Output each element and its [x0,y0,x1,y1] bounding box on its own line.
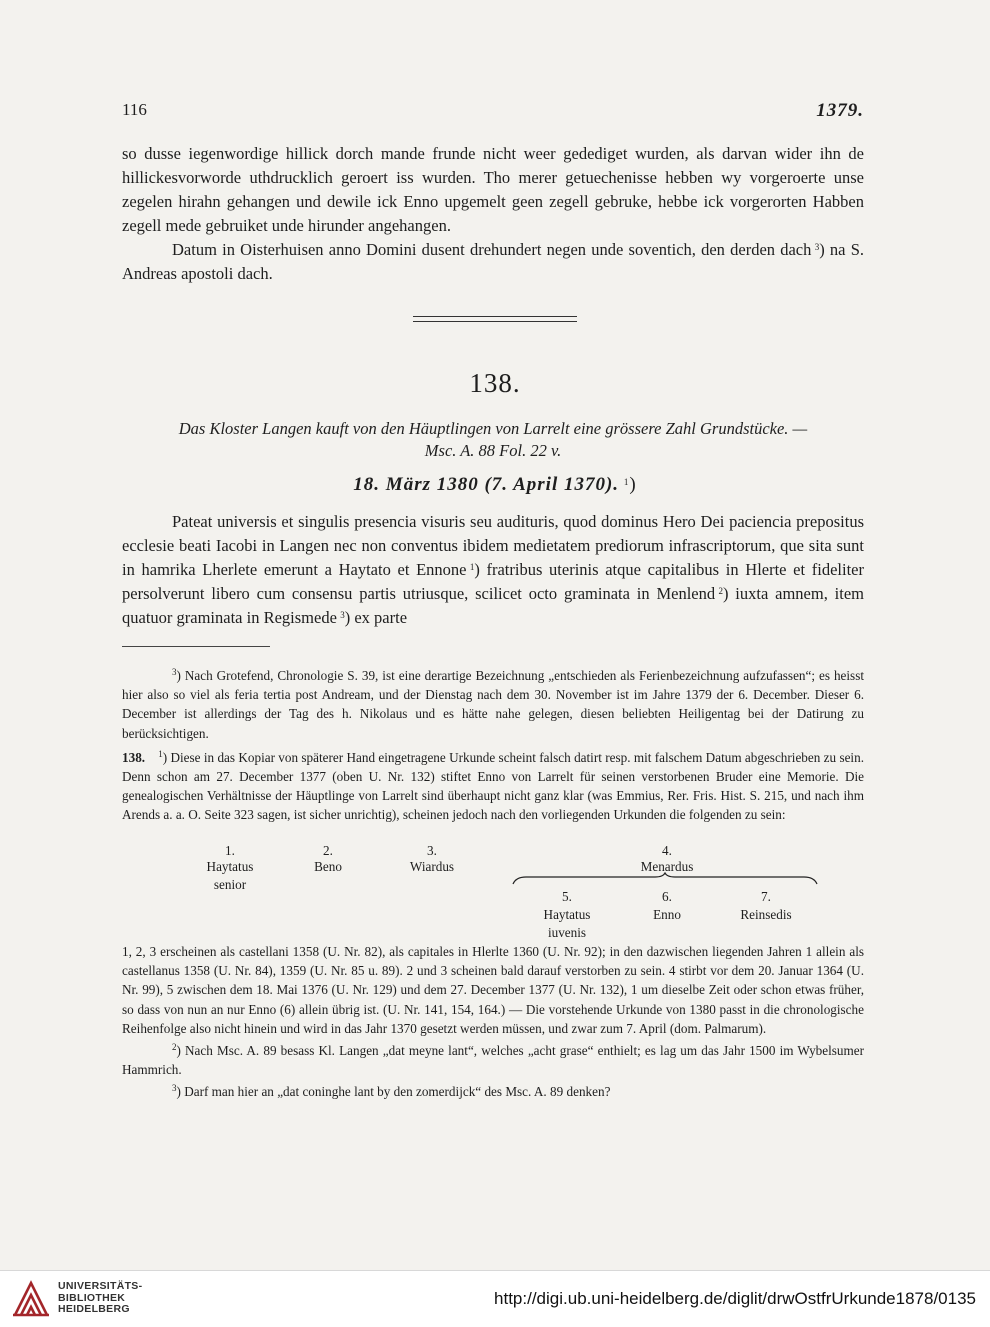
footnote-138-2: $^2$) Nach Msc. A. 89 besass Kl. Langen „dat meyne lant“, welches „acht grase“ enthielt; es lag um das Jahr 1500 im Wybelsumer Hammrich. [122,1042,864,1078]
footnote-rule [122,646,270,647]
document-date: 18. März 1380 (7. April 1370). $^1$) [353,474,637,495]
footnote-138-1: 138. $^1$) Diese in das Kopiar von späterer Hand eingetragene Urkunde scheint falsch datirt resp. mit falschem Datum abgeschrieben zu sein. Denn schon am 27. December 1377 (oben U. Nr. 132) stiftet Enno von Larrelt für seinen verstorbenen Bruder eine Memorie. Die genealogischen Verhältnisse der Häuptlinge von Larrelt sind überhaupt nicht ganz klar (was Emmius, Rer. Fris. Hist. S. 215, und nach ihm Arends a. a. O. Seite 323 sagen, ist sicher unrichtig), scheinen jedoch nach den vorliegenden Urkunden die folgenden zu sein: [122,748,864,823]
university-library-logo-icon[interactable] [11,1279,51,1319]
footnotes-block-2 [122,942,864,1102]
footnote-138-1-continued: 1, 2, 3 erscheinen als castellani 1358 (U. Nr. 82), als capitales in Hlerlte 1360 (U. Nr. 92); in den dazwischen liegenden Jahren 1 allein als castellanus 1358 (U. Nr. 84), 1359 (U. Nr. 85 u. 89). 2 und 3 scheinen bald darauf verstorben zu sein. 4 stirbt vor dem 20. Januar 1364 (U. Nr. 99), 5 zwischen dem 18. Mai 1376 (U. Nr. 129) und dem 27. December 1377 (U. Nr. 132), 1 um dieselbe Zeit oder schon etwas früher, so dass von nun an nur Enno (6) allein übrig ist. (U. Nr. 141, 154, 164.) — Die vorstehende Urkunde von 1380 passt in die chronologische Reihenfolge also nicht hinein und wird in das Jahr 1370 gesetzt werden müssen, und zwar zum 7. April (dom. Palmarum). [122,944,864,1036]
section-divider [413,316,577,322]
document-text: Pateat universis et singulis presencia visuris seu audituris, quod dominus Hero Dei paciencia prepositus ecclesie beati Iacobi in Langen nec non conventus ibidem medietatem prediorum infrascriptorum, que sita sunt in hamrika Lherlete emerunt a Haytato et Ennone $^1$) fratribus uterinis atque capitalibus in Hlerte et fideliter persolverunt libero cum consensu partis utriusque, scilicet octo graminata in Menlend $^2$) iuxta amnem, item quatuor graminata in Regismede $^3$) ex parte [122,512,865,627]
footnote-ref: 2 [718,586,723,596]
intro-text [122,142,864,286]
viewer-footer [0,1270,990,1327]
document-title: Das Kloster Langen kauft von den Häuptlingen von Larrelt eine grössere Zahl Grundstücke. — Msc. A. 88 Fol. 22 v. [178,419,808,460]
footnote-ref: 1 [623,477,630,487]
intro-paragraph-1: so dusse iegenwordige hillick dorch mande frunde nicht weer gedediget wurden, als darvan wider ihn de hillickesvorworde uthdrucklich geroert iss wurden. Tho merer getuechenisse hebben wy vorgeroerte unse zegelen hirahn gehangen und dewile ick Enno upgemelt geen zegell gebruke, hebbe ick vorgerorten Habben zegell mede gebruiket unde hirunder angehangen. [122,144,864,235]
document-number: 138. [469,368,521,398]
page-header [122,100,864,124]
library-name[interactable]: UNIVERSITÄTS- BIBLIOTHEK HEIDELBERG [58,1280,143,1315]
intro-paragraph-2: Datum in Oisterhuisen anno Domini dusent drehundert negen unde soventich, den derden dach $^3$) na S. Andreas apostoli dach. [122,240,864,283]
genealogy-table: 1. Haytatus senior 2. Beno 3. Wiardus 4. Menardus 5. Haytatus iuvenis 6. Enno 7. Reinsedis [206,843,792,940]
footnote-ref: 3 [340,610,345,620]
genealogy-brace [512,872,818,886]
footnote-ref: 1 [469,562,475,572]
footnote-prev-3: $^3$) Nach Grotefend, Chronologie S. 39, ist eine derartige Bezeichnung „entschieden als Ferienbezeichnung aufzufassen“; es heisst hier also so viel als feria tertia post Andream, und der Dienstag nach dem 30. November ist im Jahre 1379 der 6. December. Dieser 6. December ist allerdings der Tag des h. Nikolaus und es hätte nahe gelegen, diesen beliebten Heiligentag bei der Datirung zu berücksichtigen. [122,667,864,741]
page-number: 116 [122,100,147,119]
footnote-ref: 3 [814,242,820,252]
running-year: 1379. [816,100,864,121]
footnote-138-3: $^3$) Darf man hier an „dat coninghe lant by den zomerdijck“ des Msc. A. 89 denken? [172,1083,611,1100]
permalink-url[interactable]: http://digi.ub.uni-heidelberg.de/diglit/drwOstfrUrkunde1878/0135 [494,1289,976,1308]
footnotes-block-1 [122,666,864,825]
